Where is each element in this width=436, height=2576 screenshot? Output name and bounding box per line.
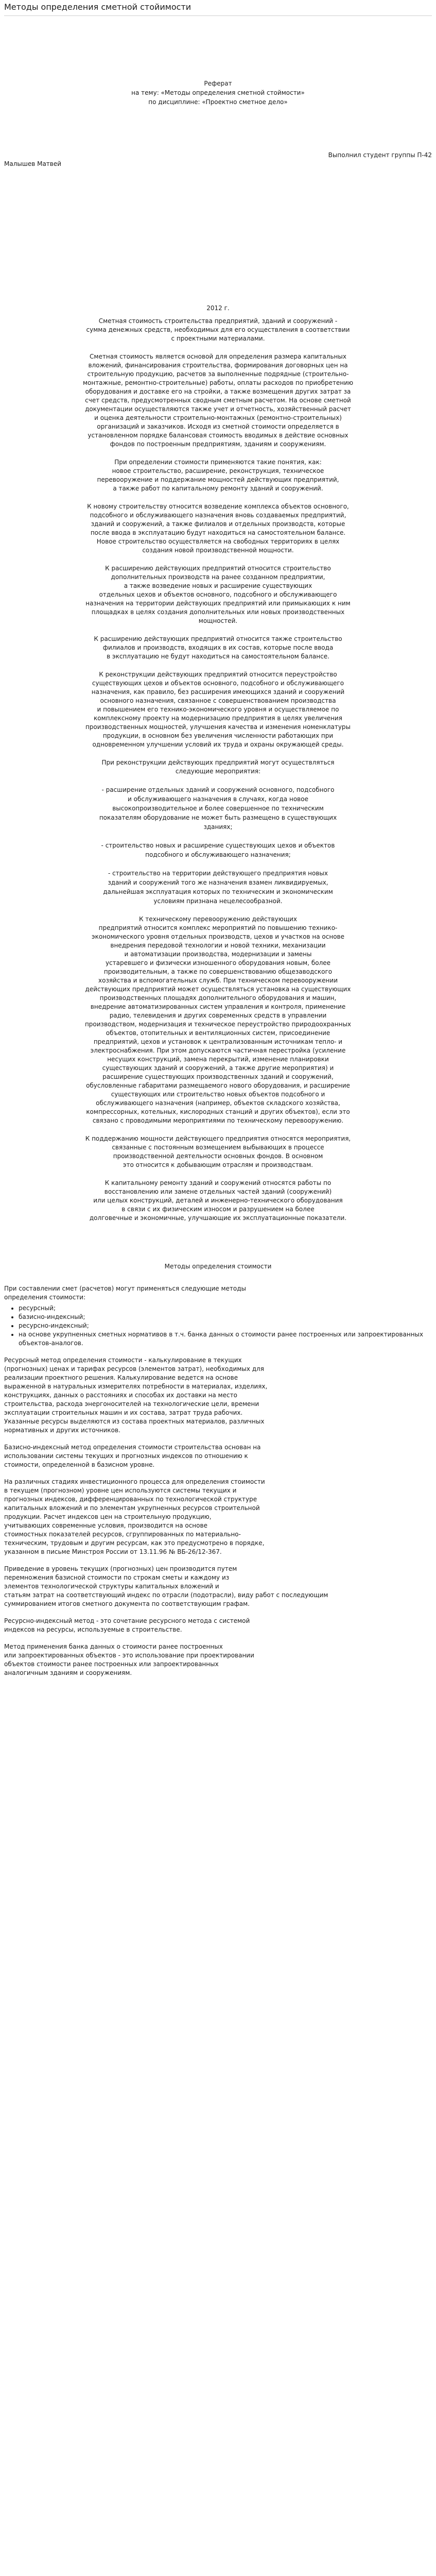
- text-line: дополнительных производств на ранее созданном предприятии,: [111, 573, 325, 581]
- text-line: прогнозных индексов, дифференцированных по технологической структуре: [4, 1496, 257, 1503]
- text-line: показателям оборудование не может быть размещено в существующих: [99, 814, 337, 821]
- text-line: филиалов и производств, входящих в их состав, которые после ввода: [102, 644, 334, 651]
- paragraph: [4, 670, 432, 749]
- performed-by-line: Выполнил студент группы П-42: [328, 151, 432, 159]
- text-line: радио, телевидения и других современных средств в управлении: [109, 1012, 327, 1019]
- text-line: долговечные и экономичные, улучшающие их эксплуатационные показатели.: [89, 1214, 347, 1222]
- text-line: обусловленные габаритами размещаемого нового оборудования, и расширение: [86, 1082, 350, 1089]
- text-line: перемножения базисной стоимости по строкам сметы и каждому из: [4, 1574, 230, 1581]
- methods-intro: [4, 1284, 432, 1302]
- text-line: и повышением его технико-экономического уровня и осуществляемое по: [97, 706, 339, 713]
- text-line: зданий и сооружений, а также филиалов и отдельных производств, которые: [91, 520, 345, 528]
- text-line: При определении стоимости применяются такие понятия, как:: [114, 459, 322, 466]
- text-line: К расширению действующих предприятий относится строительство: [105, 565, 331, 572]
- text-line: аналогичным зданиям и сооружениям.: [4, 1669, 132, 1676]
- text-line: Новое строительство осуществляется на свободных территориях в целях: [96, 538, 340, 545]
- text-line: выраженной в натуральных измерителях потребности в материалах, изделиях,: [4, 1383, 268, 1390]
- text-line: обслуживающего назначения (например, объектов складского хозяйства,: [96, 1099, 340, 1107]
- paragraph: [4, 1642, 432, 1677]
- text-line: это относится к добывающим отраслям и производствам.: [123, 1161, 313, 1168]
- text-line: новое строительство, расширение, реконструкция, техническое: [112, 467, 324, 474]
- paragraph: [4, 317, 432, 343]
- paragraph: [4, 502, 432, 555]
- text-line: комплексному проекту на модернизацию предприятия в целях увеличения: [94, 715, 342, 722]
- paragraph: [4, 758, 432, 776]
- text-line: фондов по построенным предприятиям, зданиям и сооружениям.: [110, 440, 326, 448]
- text-line: и оценка деятельности строительно-монтажных (ремонтно-строительных): [94, 414, 342, 421]
- text-line: Метод применения банка данных о стоимости ранее построенных: [4, 1643, 223, 1650]
- text-line: в связи с их физическим износом и разрушением на более: [121, 1206, 315, 1213]
- text-line: продукции. Расчет индексов цен на строительную продукцию,: [4, 1513, 212, 1520]
- text-line: При составлении смет (расчетов) могут применяться следующие методы: [4, 1285, 247, 1292]
- text-line: К реконструкции действующих предприятий относится переустройство: [99, 671, 337, 678]
- text-line: высокопроизводительное и более совершенное по техническим: [112, 805, 324, 812]
- text-line: объектов стоимости ранее построенных или запроектированных: [4, 1660, 219, 1668]
- text-line: установленном порядке балансовая стоимость вводимых в действие основных: [88, 432, 348, 439]
- text-line: зданий и сооружений того же назначения взамен ликвидируемых,: [108, 879, 328, 886]
- text-line: подсобного и обслуживающего назначения;: [145, 851, 291, 858]
- text-line: конструкциях, данных о расстояниях и способах их доставки на место: [4, 1392, 237, 1399]
- text-line: предприятий, цехов и установок к централизованным источникам тепло- и: [93, 1038, 343, 1045]
- paragraph: [4, 1478, 432, 1556]
- list-item: [4, 785, 432, 832]
- paragraph: [4, 1134, 432, 1170]
- text-line: несущих конструкций, замена перекрытий, изменение планировки: [107, 1056, 329, 1063]
- text-line: производственных площадях дополнительного оборудования и машин,: [99, 994, 337, 1002]
- text-line: Сметная стоимость строительства предприятий, зданий и сооружений -: [98, 317, 338, 325]
- text-line: назначения на территории действующих предприятий или примыкающих к ним: [85, 600, 351, 607]
- text-line: основного назначения, связанное с совершенствованием производства: [100, 697, 336, 704]
- text-line: восстановлению или замене отдельных частей зданий (сооружений): [104, 1188, 332, 1195]
- paragraph: [4, 635, 432, 661]
- text-line: дальнейшая эксплуатация которых по техническим и экономическим: [103, 888, 333, 895]
- text-line: существующих или строительство новых объектов подсобного и: [111, 1091, 325, 1098]
- method-list-item: • на основе укрупненных сметных нормативов в т.ч. банка данных о стоимости ранее построенных или запроектированных объектов-аналогов.: [19, 1330, 432, 1348]
- methods-paragraphs: [4, 1356, 432, 1677]
- text-line: вложений, финансирования строительства, формирования договорных цен на: [88, 362, 348, 369]
- text-line: экономического уровня отдельных производств, цехов и участков на основе: [91, 933, 345, 940]
- text-line: электроснабжения. При этом допускаются частичная перестройка (усиление: [90, 1047, 346, 1054]
- text-line: При реконструкции действующих предприятий могут осуществляться: [101, 759, 335, 766]
- text-line: использовании системы текущих и прогнозных индексов по отношению к: [4, 1452, 248, 1460]
- text-line: Базисно-индексный метод определения стоимости строительства основан на: [4, 1444, 261, 1451]
- text-line: К капитальному ремонту зданий и сооружений относятся работы по: [104, 1179, 332, 1187]
- text-line: с проектными материалами.: [171, 335, 265, 342]
- text-line: Ресурсно-индексный метод - это сочетание ресурсного метода с системой: [4, 1617, 250, 1624]
- text-line: устаревшего и физически изношенного оборудования новым, более: [105, 959, 331, 967]
- text-line: объектов, отопительных и вентиляционных систем, присоединение: [106, 1029, 330, 1037]
- text-line: площадках в целях создания дополнительных или новых производственных: [91, 608, 345, 616]
- text-line: зданиях;: [203, 823, 233, 831]
- text-line: в эксплуатацию не будут находиться на самостоятельном балансе.: [107, 653, 329, 660]
- text-line: отдельных цехов и объектов основного, подсобного и обслуживающего: [99, 591, 337, 598]
- method-list-item: • ресурсный;: [19, 1304, 432, 1313]
- paragraph: [4, 564, 432, 625]
- text-line: нормативных и других источников.: [4, 1427, 120, 1434]
- text-line: условиям признана нецелесообразной.: [153, 897, 283, 905]
- text-line: компрессорных, котельных, кислородных станций и других объектов), если это: [86, 1108, 350, 1115]
- text-line: предприятий относится комплекс мероприятий по повышению технико-: [98, 924, 338, 931]
- text-line: техническим, трудовым и другим ресурсам, как это предусмотрено в порядке,: [4, 1539, 265, 1547]
- text-line: На различных стадиях инвестиционного процесса для определения стоимости: [4, 1478, 265, 1485]
- text-line: расширение существующих производственных зданий и сооружений,: [102, 1073, 334, 1080]
- paragraph: [4, 1179, 432, 1223]
- text-line: существующих цехов и объектов основного, подсобного и обслуживающего: [92, 680, 344, 687]
- title-page-block: [4, 79, 432, 107]
- text-line: а также работ по капитальному ремонту зданий и сооружений.: [113, 485, 323, 492]
- text-line: капитальных вложений и по элементам укрупненных ресурсов строительной: [4, 1504, 260, 1512]
- text-line: определения стоимости:: [4, 1294, 86, 1301]
- text-line: одновременном улучшении условий их труда и охраны окружающей среды.: [92, 741, 344, 748]
- text-line: следующие мероприятия:: [175, 768, 261, 775]
- text-line: стоимости, определенной в базисном уровне.: [4, 1461, 155, 1468]
- text-line: производством, модернизация и техническое переустройство природоохранных: [84, 1021, 352, 1028]
- discipline-line: по дисциплине: «Проектно сметное дело»: [148, 98, 288, 106]
- intro-section: [4, 317, 432, 776]
- list-item: [4, 841, 432, 859]
- text-line: внедрения передовой технологии и новой техники, механизации: [110, 942, 326, 949]
- text-line: перевооружение и поддержание мощностей действующих предприятий,: [97, 476, 339, 483]
- text-line: счет средств, предусмотренных сводным сметным расчетом. На основе сметной: [85, 397, 351, 404]
- text-line: производственных мощностей, улучшения качества и изменения номенклатуры: [85, 723, 351, 731]
- method-list-item: • базисно-индексный;: [19, 1313, 432, 1321]
- topic-line: на тему: «Методы определения сметной стоймости»: [131, 89, 305, 96]
- text-line: мощностей.: [198, 617, 238, 624]
- text-line: монтажные, ремонтно-строительные) работы, оплаты расходов по приобретению: [82, 379, 354, 386]
- text-line: действующих предприятий может осуществляться установка на существующих: [85, 986, 351, 993]
- body-section: [4, 915, 432, 1223]
- text-line: после ввода в эксплуатацию будут находиться на самостоятельном балансе.: [90, 529, 346, 536]
- method-list-item: • ресурсно-индексный;: [19, 1321, 432, 1330]
- text-line: продукции, в основном без увеличения численности работающих при: [102, 732, 334, 739]
- text-line: производственной деятельности основных фондов. В основном: [113, 1153, 323, 1160]
- text-line: К техническому перевооружению действующих: [138, 916, 298, 923]
- text-line: оборудования и доставке его на стройки, а также возмещения других затрат за: [85, 388, 351, 395]
- text-line: или запроектированных объектов - это использование при проектировании: [4, 1652, 254, 1659]
- text-line: производительным, а также по совершенствованию общезаводского: [103, 968, 333, 975]
- methods-section-title: Методы определения стоимости: [164, 1263, 272, 1270]
- author-block: [4, 151, 432, 168]
- text-line: сумма денежных средств, необходимых для его осуществления в соответствии: [86, 326, 350, 333]
- text-line: внедрение автоматизированных систем управления и контроля, применение: [90, 1003, 346, 1010]
- student-name: Малышев Матвей: [4, 160, 62, 167]
- text-line: элементов технологической структуры капитальных вложений и: [4, 1583, 219, 1590]
- referat-heading: Реферат: [204, 80, 232, 87]
- text-line: подсобного и обслуживающего назначения вновь создаваемых предприятий,: [90, 512, 346, 519]
- reconstruction-list: [4, 785, 432, 906]
- text-line: а также возведение новых и расширение существующих: [124, 582, 312, 589]
- text-line: документации осуществляются также учет и отчетность, хозяйственный расчет: [85, 405, 351, 413]
- text-line: связано с проводимыми мероприятиями по техническому перевооружению.: [92, 1117, 344, 1124]
- paragraph: [4, 1443, 432, 1469]
- text-line: указанном в письме Минстроя России от 13.11.96 № ВБ-26/12-367.: [4, 1548, 222, 1555]
- text-line: Приведение в уровень текущих (прогнозных) цен производится путем: [4, 1565, 237, 1572]
- text-line: и автоматизации производства, модернизации и замены: [124, 951, 312, 958]
- text-line: К расширению действующих предприятий относится также строительство: [94, 635, 342, 642]
- paragraph: [4, 458, 432, 493]
- text-line: реализации проектного решения. Калькулирование ведется на основе: [4, 1374, 238, 1381]
- text-line: связанные с постоянным возмещением выбывающих в процессе: [112, 1144, 324, 1151]
- paragraph: [4, 1617, 432, 1634]
- paragraph: [4, 1356, 432, 1435]
- text-line: хозяйства и вспомогательных служб. При техническом перевооружении: [98, 977, 338, 984]
- text-line: строительства, расхода энергоносителей на технологические цели, времени: [4, 1400, 259, 1408]
- text-line: учитывающих современные условия, производится на основе: [4, 1522, 207, 1529]
- text-line: Ресурсный метод определения стоимости - калькулирование в текущих: [4, 1357, 242, 1364]
- text-line: - строительство новых и расширение существующих цехов и объектов: [101, 842, 335, 849]
- paragraph: [4, 1565, 432, 1608]
- text-line: или целых конструкций, деталей и инженерно-технического оборудования: [93, 1197, 343, 1204]
- text-line: суммированием итогов сметного документа по соответствующим графам.: [4, 1600, 250, 1607]
- text-line: Сметная стоимость является основой для определения размера капитальных: [90, 353, 346, 360]
- text-line: эксплуатации строительных машин и их состава, затрат труда рабочих.: [4, 1409, 243, 1416]
- text-line: - расширение отдельных зданий и сооружений основного, подсобного: [101, 786, 335, 793]
- text-line: создания новой производственной мощности.: [142, 547, 294, 554]
- text-line: К поддержанию мощности действующего предприятия относятся мероприятия,: [85, 1135, 351, 1142]
- methods-list: [4, 1304, 432, 1348]
- text-line: (прогнозных) ценах и тарифах ресурсов (элементов затрат), необходимых для: [4, 1365, 264, 1372]
- text-line: строительную продукцию, расчетов за выполненные подрядные (строительно-: [87, 370, 349, 378]
- year-line: 2012 г.: [206, 304, 230, 312]
- text-line: стоимостных показателей ресурсов, сгруппированных по материально-: [4, 1531, 241, 1538]
- paragraph: [4, 915, 432, 1125]
- text-line: Указанные ресурсы выделяются из состава проектных материалов, различных: [4, 1418, 265, 1425]
- text-line: назначения, как правило, без расширения имеющихся зданий и сооружений: [91, 688, 345, 696]
- text-line: индексов на ресурсы, используемые в строительстве.: [4, 1626, 182, 1633]
- text-line: - строительство на территории действующего предприятия новых: [108, 870, 328, 877]
- text-line: организаций и заказчиков. Исходя из сметной стоимости определяется в: [97, 423, 339, 430]
- list-item: [4, 869, 432, 906]
- text-line: К новому строительству относится возведение комплекса объектов основного,: [87, 503, 349, 510]
- text-line: статьям затрат на соответствующий индекс по отрасли (подотрасли), виду работ с последующим: [4, 1591, 328, 1599]
- text-line: и обслуживающего назначения в случаях, когда новое: [128, 795, 308, 803]
- text-line: существующих зданий и сооружений, а также другие мероприятия) и: [102, 1064, 334, 1072]
- page-title: Методы определения сметной стойимости: [4, 0, 432, 16]
- text-line: в текущем (прогнозном) уровне цен используются системы текущих и: [4, 1487, 237, 1494]
- paragraph: [4, 352, 432, 449]
